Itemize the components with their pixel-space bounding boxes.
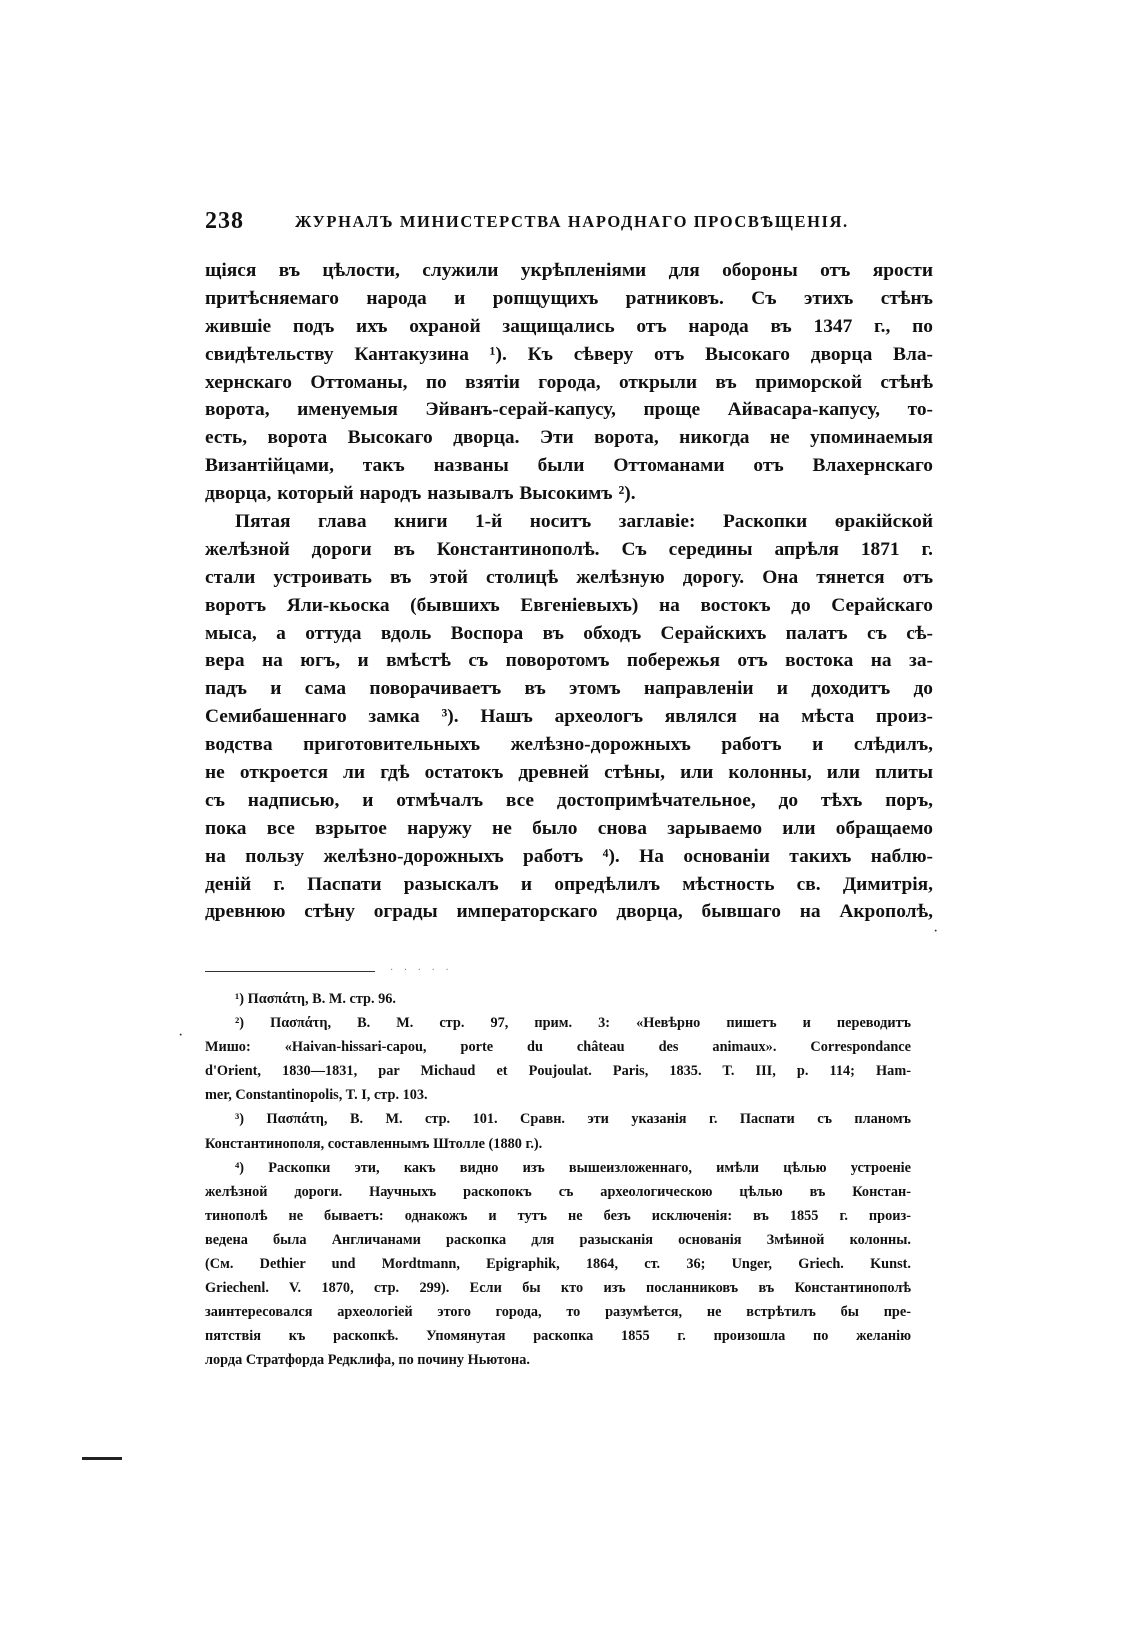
footnote-line: mer, Constantinopolis, T. I, стр. 103.: [205, 1087, 428, 1104]
text-line: деній г. Паспати разыскалъ и опредѣлилъ мѣстность св. Димитрія,: [205, 873, 933, 895]
footnotes: [205, 987, 911, 1373]
text-line: Семибашеннаго замка ³). Нашъ археологъ являлся на мѣста произ-: [205, 706, 933, 728]
text-line: стали устроивать въ этой столицѣ желѣзную дорогу. Она тянется отъ: [205, 566, 933, 588]
footnote-line: ¹) Πασπάτη, В. М. стр. 96.: [235, 991, 397, 1007]
footnote-line: ²) Πασπάτη, В. М. стр. 97, прим. 3: «Невѣрно пишетъ и переводитъ: [235, 1015, 911, 1032]
main-text: [205, 257, 933, 926]
text-line: мыса, а оттуда вдоль Воспора въ обходъ Серайскихъ палатъ съ сѣ-: [205, 622, 933, 644]
footnote-line: (См. Dethier und Mordtmann, Epigraphik, 1864, ст. 36; Unger, Griech. Kunst.: [205, 1256, 911, 1273]
footnote-line: пятствія къ раскопкѣ. Упомянутая раскопка 1855 г. произошла по желанію: [205, 1328, 911, 1345]
scan-mark: [82, 1457, 122, 1460]
text-line: вера на югъ, и вмѣстѣ съ поворотомъ побережья отъ востока на за-: [205, 650, 933, 672]
margin-dot: ·: [933, 923, 939, 940]
footnote-line: ведена была Англичанами раскопка для разысканія основанія Змѣиной колонны.: [205, 1231, 911, 1248]
footnote-line: заинтересовался археологіей этого города, то разумѣется, не встрѣтилъ бы пре-: [205, 1304, 911, 1321]
footnote-line: тинополѣ не бываетъ: однакожъ и тутъ не безъ исключенія: въ 1855 г. произ-: [205, 1207, 911, 1224]
text-line: Византійцами, такъ названы были Оттоманами отъ Влахернскаго: [205, 455, 933, 477]
footnote-line: Griechenl. V. 1870, стр. 299). Если бы кто изъ посланниковъ въ Константинополѣ: [205, 1280, 911, 1297]
text-line: притѣсняемаго народа и ропщущихъ ратниковъ. Съ этихъ стѣнъ: [205, 287, 933, 309]
running-title: ЖУРНАЛЪ МИНИСТЕРСТВА НАРОДНАГО ПРОСВѢЩЕНІЯ.: [295, 212, 849, 231]
text-line: жившіе подъ ихъ охраной защищались отъ народа въ 1347 г., по: [205, 315, 933, 337]
footnote-line: ⁴) Раскопки эти, какъ видно изъ вышеизложеннаго, имѣли цѣлью устроеніе: [235, 1159, 911, 1176]
text-line: есть, ворота Высокаго дворца. Эти ворота, никогда не упоминаемыя: [205, 427, 933, 449]
margin-dot: ·: [178, 1027, 184, 1044]
text-line: съ надписью, и отмѣчалъ все достопримѣчательное, до тѣхъ поръ,: [205, 789, 933, 811]
separator-dots: · · · · ·: [390, 965, 453, 976]
page-header: [205, 208, 935, 238]
text-line: водства приготовительныхъ желѣзно-дорожныхъ работъ и слѣдилъ,: [205, 734, 933, 756]
footnote-line: Мишо: «Haivan-hissari-capou, porte du château des animaux». Correspondance: [205, 1039, 911, 1056]
footnote-separator: [205, 971, 375, 972]
text-line: древнюю стѣну ограды императорскаго дворца, бывшаго на Акрополѣ,: [205, 901, 933, 923]
text-line: хернскаго Оттоманы, по взятіи города, открыли въ приморской стѣнѣ: [205, 371, 933, 393]
text-line: падъ и сама поворачиваетъ въ этомъ направленіи и доходитъ до: [205, 678, 933, 700]
text-line: Пятая глава книги 1-й носитъ заглавіе: Раскопки ѳракійской: [235, 511, 933, 533]
page-number: 238: [205, 208, 244, 234]
text-line: воротъ Яли-кьоска (бывшихъ Евгеніевыхъ) на востокъ до Серайскаго: [205, 594, 933, 616]
text-line: не откроется ли гдѣ остатокъ древней стѣны, или колонны, или плиты: [205, 762, 933, 784]
text-line: свидѣтельству Кантакузина ¹). Къ сѣверу отъ Высокаго дворца Вла-: [205, 343, 933, 365]
text-line: щіяся въ цѣлости, служили укрѣпленіями для обороны отъ ярости: [205, 260, 933, 281]
footnote-line: лорда Стратфорда Редклифа, по почину Ньютона.: [205, 1352, 530, 1369]
text-line: на пользу желѣзно-дорожныхъ работъ ⁴). На основаніи такихъ наблю-: [205, 845, 933, 867]
footnote-line: ³) Πασπάτη, В. М. стр. 101. Сравн. эти указанія г. Паспати съ планомъ: [235, 1111, 911, 1128]
text-line: пока все взрытое наружу не было снова зарываемо или обращаемо: [205, 817, 933, 839]
footnote-line: d'Orient, 1830—1831, par Michaud et Poujoulat. Paris, 1835. T. III, p. 114; Ham-: [205, 1063, 911, 1080]
text-line: дворца, который народъ называлъ Высокимъ ²).: [205, 483, 636, 505]
text-line: ворота, именуемыя Эйванъ-серай-капусу, проще Айвасара-капусу, то-: [205, 399, 933, 421]
footnote-line: желѣзной дороги. Научныхъ раскопокъ съ археологическою цѣлью въ Констан-: [205, 1183, 911, 1200]
text-line: желѣзной дороги въ Константинополѣ. Съ середины апрѣля 1871 г.: [205, 538, 933, 560]
footnote-line: Константинополя, составленнымъ Штолле (1880 г.).: [205, 1135, 543, 1152]
